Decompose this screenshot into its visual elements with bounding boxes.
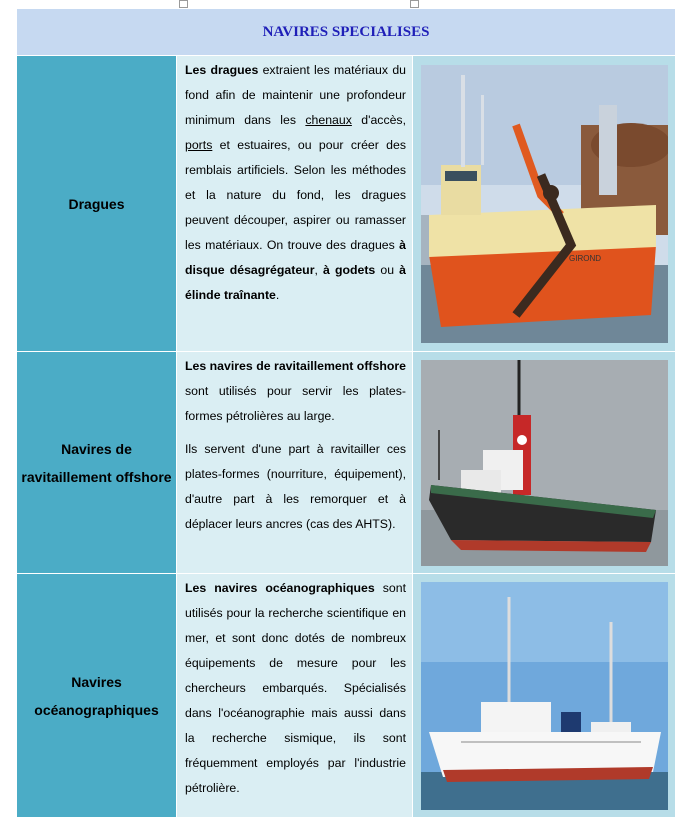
image-cell-supply-vessel <box>413 352 676 574</box>
row-desc-dragues: Les dragues extraient les matériaux du fond afin de maintenir une profondeur minimum dans les chenaux d'accès, ports et estuaires, ou pour créer des remblais artificiels. Selon les méthodes et la nature du fond, les dragues peuvent découper, aspirer ou ramasser les matériaux. On trouve des dragues à disque désagrégateur, à godets ou à élinde traînante. <box>177 56 413 352</box>
image-cell-dredger <box>413 56 676 352</box>
row-label-offshore: Navires de ravitaillement offshore <box>17 352 177 574</box>
row-desc-oceanographic: Les navires océanographiques sont utilisés pour la recherche scientifique en mer, et sont donc dotés de nombreux équipements de mesure pour les chercheurs embarqués. Spécialisés dans l'océanographie mais aussi dans la recherche sismique, ils sont fréquemment employés par l'industrie pétrolière. <box>177 574 413 818</box>
hull-name-text: GIROND <box>568 253 601 263</box>
image-cell-research-vessel <box>413 574 676 818</box>
row-label-dragues: Dragues <box>17 56 177 352</box>
row-desc-offshore: Les navires de ravitaillement offshore sont utilisés pour servir les plates-formes pétrolières au large. Ils servent d'une part à ravitailler ces plates-formes (nourriture, équipement), d'autre part à les remorquer et à déplacer leurs ancres (cas des AHTS). <box>177 352 413 574</box>
resize-handle-right[interactable] <box>410 0 419 8</box>
resize-handle-left[interactable] <box>179 0 188 8</box>
table-title: NAVIRES SPECIALISES <box>17 9 676 56</box>
dredger-photo <box>421 65 668 343</box>
row-label-oceanographic: Navires océanographiques <box>17 574 177 818</box>
supply-vessel-photo <box>421 360 668 566</box>
research-vessel-photo <box>421 582 668 810</box>
link-chenaux[interactable]: chenaux <box>305 113 352 127</box>
ship-table <box>16 8 676 818</box>
link-ports[interactable]: ports <box>185 138 213 152</box>
